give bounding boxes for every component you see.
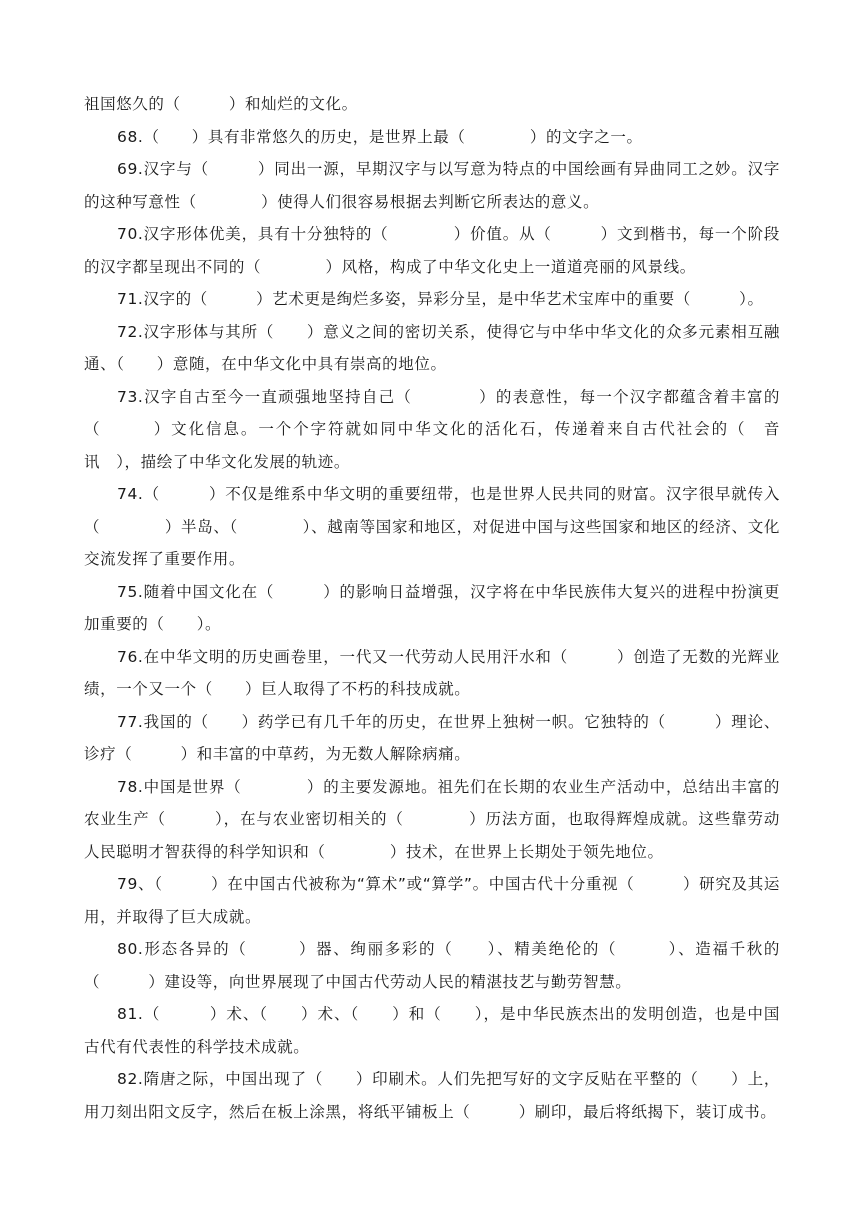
question-79: 79、（ ）在中国古代被称为“算术”或“算学”。中国古代十分重视（ ）研究及其运用，并取得了巨大成就。 [84,875,780,926]
question-68: 68.（ ）具有非常悠久的历史，是世界上最（ ）的文字之一。 [117,127,643,146]
question-70: 70.汉字形体优美，具有十分独特的（ ）价值。从（ ）文到楷书，每一个阶段的汉字都呈现出不同的（ ）风格，构成了中华文化史上一道道亮丽的风景线。 [84,225,780,276]
question-77: 77.我国的（ ）药学已有几千年的历史，在世界上独树一帜。它独特的（ ）理论、诊疗（ ）和丰富的中草药，为无数人解除病痛。 [84,712,780,763]
question-80: 80.形态各异的（ ）器、绚丽多彩的（ ）、精美绝伦的（ ）、造福千秋的（ ）建设等，向世界展现了中国古代劳动人民的精湛技艺与勤劳智慧。 [84,940,780,991]
question-69: 69.汉字与（ ）同出一源，早期汉字与以写意为特点的中国绘画有异曲同工之妙。汉字的这种写意性（ ）使得人们很容易根据去判断它所表达的意义。 [84,160,780,211]
question-73: 73.汉字自古至今一直顽强地坚持自己（ ）的表意性，每一个汉字都蕴含着丰富的（ ）文化信息。一个个字符就如同中华文化的活化石，传递着来自古代社会的（ 音讯 ），描绘了中华文化发展的轨迹。 [84,387,780,471]
question-82: 82.隋唐之际，中国出现了（ ）印刷术。人们先把写好的文字反贴在平整的（ ）上，用刀刻出阳文反字，然后在板上涂黑，将纸平铺板上（ ）刷印，最后将纸揭下，装订成书。 [84,1070,780,1121]
document-page [84,88,780,1128]
question-81: 81.（ ）术、（ ）术、（ ）和（ ），是中华民族杰出的发明创造，也是中国古代有代表性的科学技术成就。 [84,1005,780,1056]
question-75: 75.随着中国文化在（ ）的影响日益增强，汉字将在中华民族伟大复兴的进程中扮演更加重要的（ ）。 [84,582,780,633]
paragraph-67-continued: 祖国悠久的（ ）和灿烂的文化。 [84,95,358,113]
question-76: 76.在中华文明的历史画卷里，一代又一代劳动人民用汗水和（ ）创造了无数的光辉业绩，一个又一个（ ）巨人取得了不朽的科技成就。 [84,647,780,698]
question-78: 78.中国是世界（ ）的主要发源地。祖先们在长期的农业生产活动中，总结出丰富的农业生产（ ），在与农业密切相关的（ ）历法方面，也取得辉煌成就。这些靠劳动人民聪明才智获得的科学知识和（ ）技术，在世界上长期处于领先地位。 [84,777,780,861]
question-71: 71.汉字的（ ）艺术更是绚烂多姿，异彩分呈，是中华艺术宝库中的重要（ ）。 [117,290,764,308]
question-72: 72.汉字形体与其所（ ）意义之间的密切关系，使得它与中华中华文化的众多元素相互融通、（ ）意随，在中华文化中具有崇高的地位。 [84,322,780,373]
question-74: 74.（ ）不仅是维系中华文明的重要纽带，也是世界人民共同的财富。汉字很早就传入（ ）半岛、（ ）、越南等国家和地区，对促进中国与这些国家和地区的经济、文化交流发挥了重要作用。 [84,485,780,568]
